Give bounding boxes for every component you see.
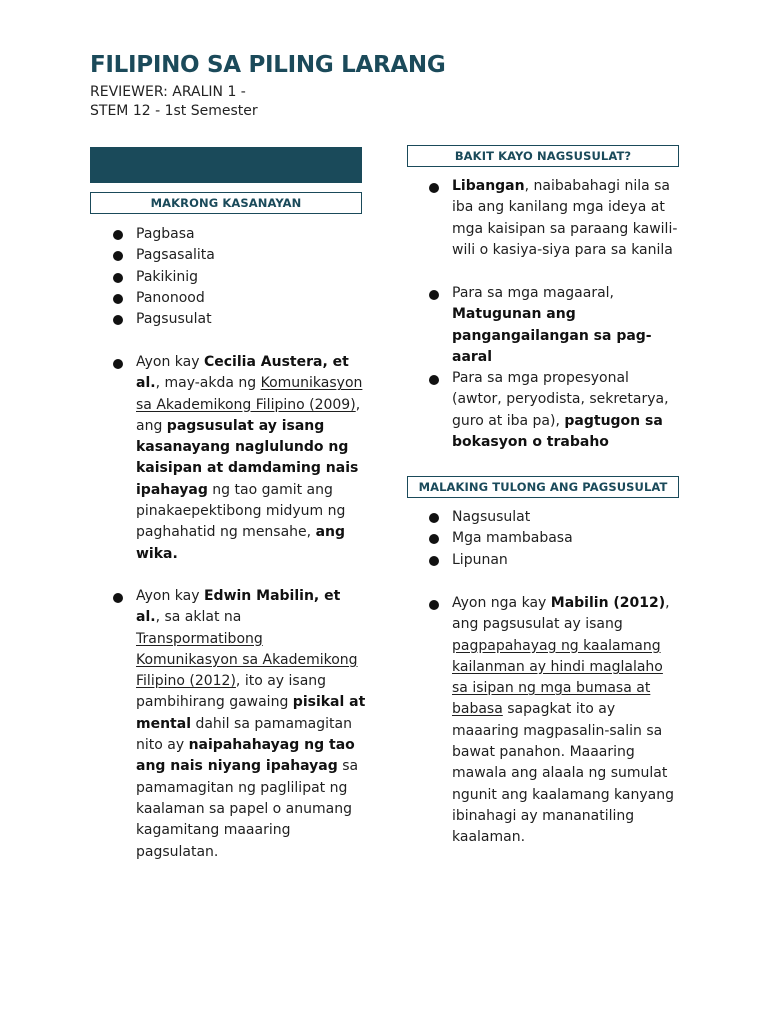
list-item: Pagsasalita (113, 245, 363, 266)
skills-list (113, 224, 363, 330)
subtitle-line-1: REVIEWER: ARALIN 1 - (90, 84, 246, 100)
austera-paragraph: Ayon kay Cecilia Austera, et al., may-akda ng Komunikasyon sa Akademikong Filipino (2009), ang pagsusulat ay isang kasanayang naglulundo ng kaisipan at damdaming nais ipahayag ng tao gamit ang pinakaepektibong midyum ng paghahatid ng mensahe, ang wika. (136, 354, 363, 562)
reason-propesyonal: Para sa mga propesyonal (awtor, peryodista, sekretarya, guro at iba pa), pagtugon sa bokasyon o trabaho (452, 370, 669, 450)
bullet-icon (429, 513, 439, 523)
bullet-icon (429, 290, 439, 300)
bakit-kayo-nagsusulat-label: BAKIT KAYO NAGSUSULAT? (407, 145, 679, 167)
helps-list (429, 507, 679, 571)
decorative-header-block (90, 147, 362, 183)
list-item: Pakikinig (113, 267, 363, 288)
bullet-icon (429, 534, 439, 544)
helps-list-section (429, 507, 679, 571)
list-item: Pagsusulat (113, 309, 363, 330)
malaking-tulong-label: MALAKING TULONG ANG PAGSUSULAT (407, 476, 679, 498)
mabilin-2012-paragraph: Ayon nga kay Mabilin (2012), ang pagsusulat ay isang pagpapahayag ng kaalamang kailanman ay hindi maglalaho sa isipan ng mga bumasa at babasa sapagkat ito ay maaaring magpasalin-salin sa bawat panahon. Maaaring mawala ang alaala ng sumulat ngunit ang kaalamang kanyang ibinahagi ay mananatiling kaalaman. (452, 595, 674, 846)
bullet-icon (113, 230, 123, 240)
bullet-icon (429, 375, 439, 385)
document-subtitle (90, 83, 258, 121)
reason-magaaral: Para sa mga magaaral, Matugunan ang pangangailangan sa pag-aaral (452, 285, 652, 365)
bullet-icon (429, 600, 439, 610)
bullet-icon (113, 294, 123, 304)
subtitle-line-2: STEM 12 - 1st Semester (90, 103, 258, 119)
makrong-kasanayan-label: MAKRONG KASANAYAN (90, 192, 362, 214)
list-item: Mga mambabasa (429, 528, 679, 549)
reason-libangan: Libangan, naibabahagi nila sa iba ang kanilang mga ideya at mga kaisipan sa paraang kawili-wili o kasiya-siya para sa kanila (452, 178, 678, 258)
list-item: Nagsusulat (429, 507, 679, 528)
bullet-icon (113, 315, 123, 325)
list-item: Pagbasa (113, 224, 363, 245)
bullet-icon (113, 593, 123, 603)
bullet-icon (113, 251, 123, 261)
bullet-icon (113, 273, 123, 283)
bullet-icon (429, 183, 439, 193)
list-item: Panonood (113, 288, 363, 309)
bullet-icon (113, 359, 123, 369)
skills-list-section (113, 224, 363, 330)
bullet-icon (429, 556, 439, 566)
list-item: Lipunan (429, 550, 679, 571)
mabilin-paragraph: Ayon kay Edwin Mabilin, et al., sa aklat na Transpormatibong Komunikasyon sa Akademikong Filipino (2012), ito ay isang pambihirang gawaing pisikal at mental dahil sa pamamagitan nito ay naipahahayag ng tao ang nais niyang ipahayag sa pamamagitan ng paglilipat ng kaalaman sa papel o anumang kagamitang maaaring pagsulatan. (136, 588, 366, 860)
document-title: FILIPINO SA PILING LARANG (90, 52, 446, 78)
